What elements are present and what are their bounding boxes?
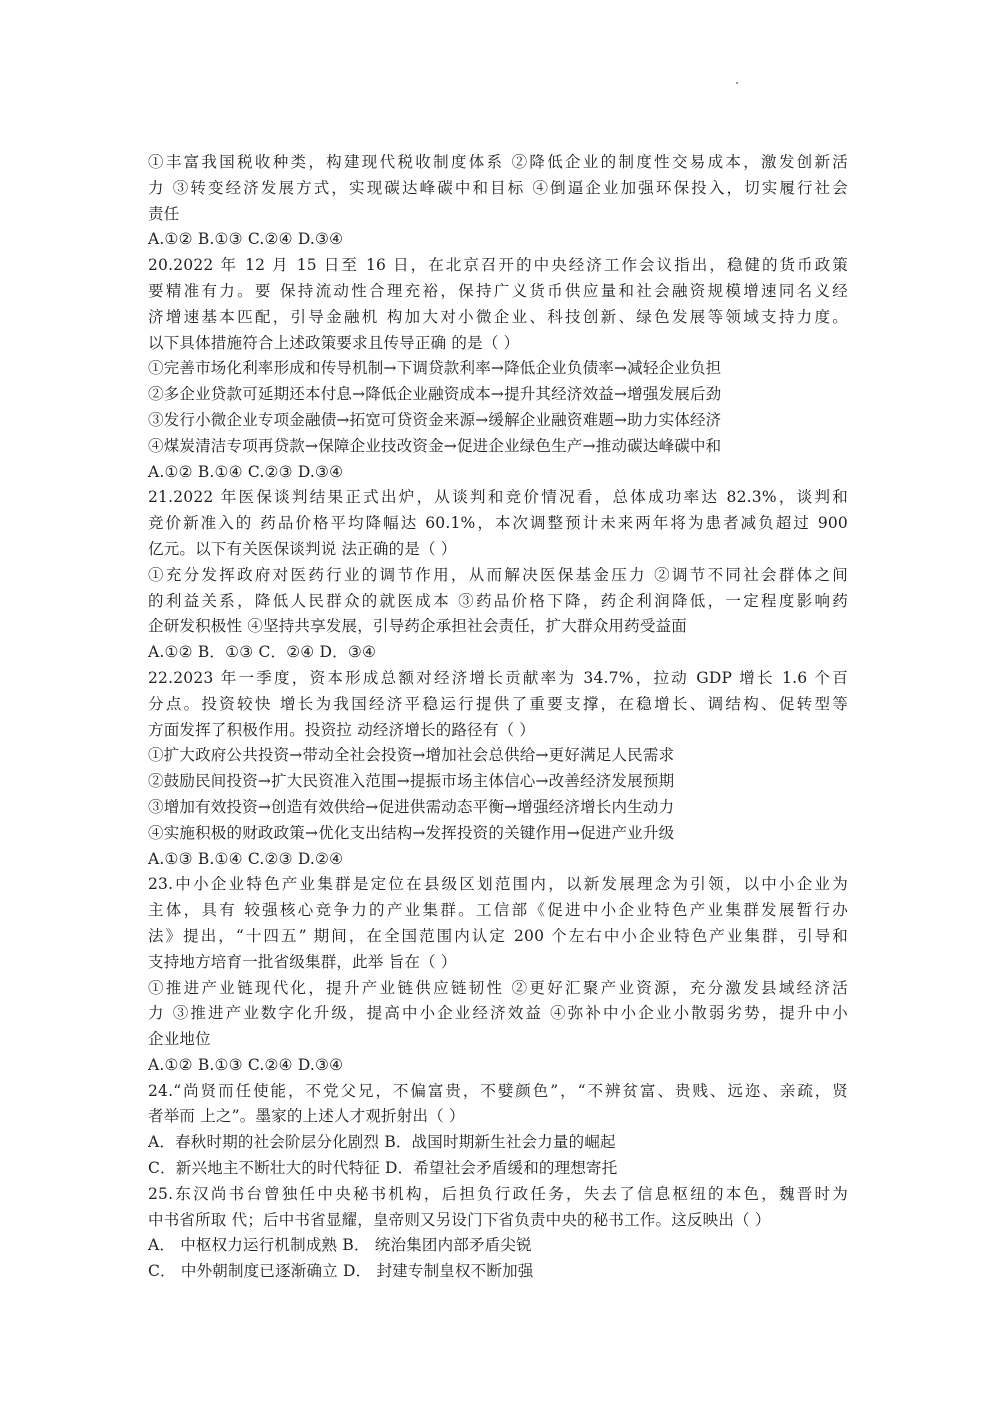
text-line: 力 ③推进产业数字化升级，提高中小企业经济效益 ④弥补中小企业小散弱劣势，提升中小 [148,1004,848,1023]
question-24-text: 24.“尚贤而任使能，不党父兄，不偏富贵，不嬖颜色”，“不辨贫富、贵贱、远迩、亲疏，贤 [148,1081,848,1100]
text-line: 企研发积极性 ④坚持共享发展，引导药企承担社会责任，扩大群众用药受益面 [148,617,687,636]
text-line: 力 ③转变经济发展方式，实现碳达峰碳中和目标 ④倒逼企业加强环保投入，切实履行社会 [148,178,848,197]
statement-4: ④实施积极的财政政策→优化支出结构→发挥投资的关键作用→促进产业升级 [148,823,675,842]
text-line: 企业地位 [148,1030,211,1049]
text-line: 要精准有力。要 保持流动性合理充裕，保持广义货币供应量和社会融资规模增速同名义经 [148,281,848,300]
text-line: 法》提出，“十四五” 期间，在全国范围内认定 200 个左右中小企业特色产业集群，引导和 [148,926,848,945]
statement-1: ①完善市场化利率形成和传导机制→下调贷款利率→降低企业负债率→减轻企业负担 [148,359,722,378]
text-line: 的利益关系，降低人民群众的就医成本 ③药品价格下降，药企利润降低，一定程度影响药 [148,591,848,610]
text-line: 济增速基本匹配，引导金融机 构加大对小微企业、科技创新、绿色发展等领域支持力度。 [148,307,848,326]
statement-1: ①扩大政府公共投资→带动全社会投资→增加社会总供给→更好满足人民需求 [148,746,675,765]
statement-4: ④煤炭清洁专项再贷款→保障企业技改资金→促进企业绿色生产→推动碳达峰碳中和 [148,436,722,455]
text-line: ①充分发挥政府对医药行业的调节作用，从而解决医保基金压力 ②调节不同社会群体之间 [148,565,848,584]
text-line: 竞价新准入的 药品价格平均降幅达 60.1%，本次调整预计未来两年将为患者减负超过 900 [148,514,848,533]
text-line: 中书省所取 代；后中书省显耀，皇帝则又另设门下省负责中央的秘书工作。这反映出（ ） [148,1210,771,1229]
question-22-text: 22.2023 年一季度，资本形成总额对经济增长贡献率为 34.7%，拉动 GDP 增长 1.6 个百 [148,668,848,687]
text-line: 方面发挥了积极作用。投资拉 动经济增长的路径有（ ） [148,720,536,739]
answer-options: A． 中枢权力运行机制成熟 B． 统治集团内部矛盾尖锐 [148,1236,532,1255]
statement-3: ③发行小微企业专项金融债→拓宽可贷资金来源→缓解企业融资难题→助力实体经济 [148,410,722,429]
answer-options: A．春秋时期的社会阶层分化剧烈 B．战国时期新生社会力量的崛起 [148,1133,616,1152]
text-line: 支持地方培育一批省级集群，此举 旨在（ ） [148,952,457,971]
text-line: 者举而 上之”。墨家的上述人才观折射出（ ） [148,1107,465,1126]
answer-options: A.①② B.①④ C.②③ D.③④ [148,462,344,481]
corner-mark [736,82,738,84]
text-line: 主体，具有 较强核心竞争力的产业集群。工信部《促进中小企业特色产业集群发展暂行办 [148,901,848,920]
answer-options: A.①② B.①③ C.②④ D.③④ [148,1055,344,1074]
answer-options: A.①② B.①③ C.②④ D.③④ [148,230,344,249]
text-line: 分点。投资较快 增长为我国经济平稳运行提供了重要支撑，在稳增长、调结构、促转型等 [148,694,848,713]
statement-2: ②多企业贷款可延期还本付息→降低企业融资成本→提升其经济效益→增强发展后劲 [148,385,722,404]
text-line: 以下具体措施符合上述政策要求且传导正确 的是（ ） [148,333,520,352]
question-23-text: 23.中小企业特色产业集群是定位在县级区划范围内，以新发展理念为引领，以中小企业为 [148,875,848,894]
text-line: 亿元。以下有关医保谈判说 法正确的是（ ） [148,539,457,558]
answer-options: C．新兴地主不断壮大的时代特征 D．希望社会矛盾缓和的理想寄托 [148,1159,618,1178]
statement-2: ②鼓励民间投资→扩大民资准入范围→提振市场主体信心→改善经济发展预期 [148,772,675,791]
question-21-text: 21.2022 年医保谈判结果正式出炉，从谈判和竞价情况看，总体成功率达 82.3%，谈判和 [148,488,848,507]
text-line: ①丰富我国税收种类，构建现代税收制度体系 ②降低企业的制度性交易成本，激发创新活 [148,153,848,171]
question-25-text: 25.东汉尚书台曾独任中央秘书机构，后担负行政任务，失去了信息枢纽的本色，魏晋时为 [148,1184,848,1203]
answer-options: A.①② B．①③ C．②④ D．③④ [148,643,377,662]
answer-options: A.①③ B.①④ C.②③ D.②④ [148,849,344,868]
answer-options: C． 中外朝制度已逐渐确立 D． 封建专制皇权不断加强 [148,1262,534,1281]
text-line: 责任 [148,204,180,223]
document-page [148,150,848,1285]
text-line: ①推进产业链现代化，提升产业链供应链韧性 ②更好汇聚产业资源，充分激发县域经济活 [148,978,848,997]
statement-3: ③增加有效投资→创造有效供给→促进供需动态平衡→增强经济增长内生动力 [148,797,675,816]
question-20-text: 20.2022 年 12 月 15 日至 16 日，在北京召开的中央经济工作会议指出，稳健的货币政策 [148,256,848,275]
